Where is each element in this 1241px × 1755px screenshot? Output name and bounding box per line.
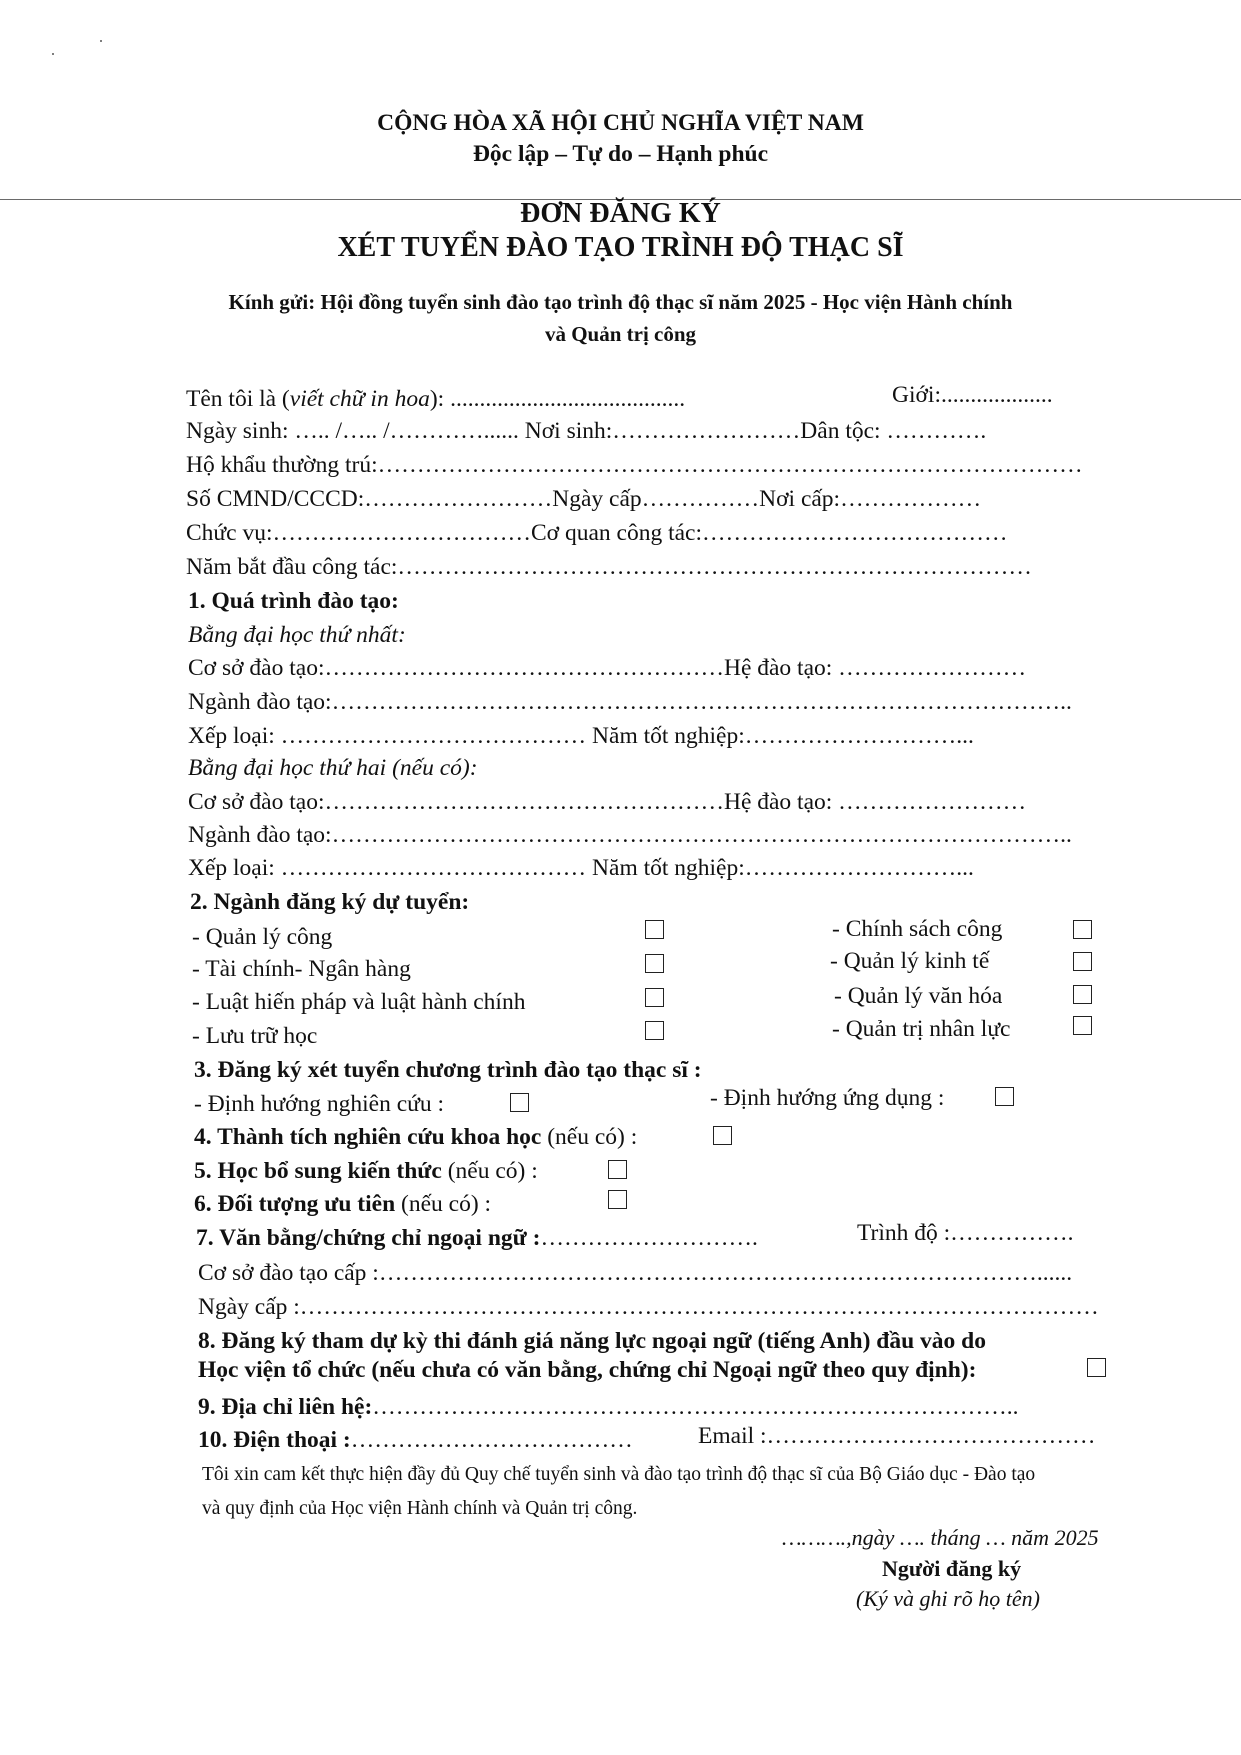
contact-address-dots: ………………………………………………………………………..	[372, 1394, 1019, 1420]
recipient-line-2: và Quản trị công	[544, 322, 697, 346]
form-subtitle: XÉT TUYỂN ĐÀO TẠO TRÌNH ĐỘ THẠC SĨ	[337, 232, 904, 263]
second-degree-title: Bằng đại học thứ hai (nếu có):	[188, 755, 478, 781]
second-degree-institution-field[interactable]: Cơ sở đào tạo:……………………………………………Hệ đào tạo: ……………………	[188, 789, 1027, 815]
language-level-field[interactable]: Trình độ :…………….	[857, 1220, 1074, 1246]
section-9-heading: 9. Địa chỉ liên hệ:	[198, 1394, 373, 1420]
major-option-label: - Luật hiến pháp và luật hành chính	[192, 989, 526, 1015]
full-name-label-prefix: Tên tôi là (	[186, 386, 290, 412]
major-checkbox[interactable]	[645, 1021, 664, 1040]
section-6-heading: 6. Đối tượng ưu tiên	[194, 1191, 396, 1217]
section-4-note: (nếu có) :	[541, 1124, 638, 1150]
section-5-heading: 5. Học bổ sung kiến thức	[194, 1158, 442, 1184]
section-3-heading: 3. Đăng ký xét tuyển chương trình đào tạo thạc sĩ :	[194, 1057, 702, 1083]
first-degree-title: Bằng đại học thứ nhất:	[188, 622, 406, 648]
full-name-label-italic: viết chữ in hoa	[289, 386, 430, 412]
research-orientation-checkbox[interactable]	[510, 1093, 529, 1112]
major-option-label: - Tài chính- Ngân hàng	[192, 956, 411, 982]
recipient-line-1: Kính gửi: Hội đồng tuyển sinh đào tạo trình độ thạc sĩ năm 2025 - Học viện Hành chính	[228, 290, 1013, 314]
section-2-heading: 2. Ngành đăng ký dự tuyển:	[190, 889, 470, 915]
major-option-label: - Quản lý văn hóa	[834, 983, 1003, 1009]
section-1-heading: 1. Quá trình đào tạo:	[188, 588, 399, 614]
full-name-field[interactable]	[186, 384, 685, 414]
research-achievement-checkbox[interactable]	[713, 1126, 732, 1145]
section-8-heading-line-1: 8. Đăng ký tham dự kỳ thi đánh giá năng lực ngoại ngữ (tiếng Anh) đầu vào do	[198, 1328, 986, 1354]
major-option-label: - Quản trị nhân lực	[832, 1016, 1011, 1042]
dob-field[interactable]: Ngày sinh: ….. /….. /…………...... Nơi sinh:……………………Dân tộc: ………….	[186, 418, 987, 444]
priority-group-checkbox[interactable]	[608, 1190, 627, 1209]
email-field[interactable]: Email :……………………………………	[698, 1423, 1096, 1449]
section-5-note: (nếu có) :	[441, 1158, 538, 1184]
major-option-label: - Chính sách công	[832, 916, 1003, 942]
section-6-note: (nếu có) :	[395, 1191, 492, 1217]
language-institution-field[interactable]: Cơ sở đào tạo cấp :…………………………………………………………………………......	[198, 1260, 1073, 1286]
motto: Độc lập – Tự do – Hạnh phúc	[472, 141, 769, 167]
language-date-field[interactable]: Ngày cấp :…………………………………………………………………………………………	[198, 1294, 1099, 1320]
nation-heading: CỘNG HÒA XÃ HỘI CHỦ NGHĨA VIỆT NAM	[377, 110, 864, 136]
major-checkbox[interactable]	[645, 988, 664, 1007]
section-8-heading-line-2: Học viện tổ chức (nếu chưa có văn bằng, chứng chỉ Ngoại ngữ theo quy định):	[198, 1357, 977, 1383]
contact-address-field[interactable]	[198, 1392, 1019, 1422]
section-4-label	[194, 1122, 637, 1152]
language-cert-dots: ……………………….	[540, 1225, 758, 1251]
phone-dots: ………………………………	[350, 1427, 633, 1453]
second-degree-rank-field[interactable]: Xếp loại: ………………………………… Năm tốt nghiệp:………………………...	[188, 855, 974, 881]
commitment-line-2: và quy định của Học viện Hành chính và Quản trị công.	[202, 1498, 638, 1519]
language-cert-field[interactable]	[196, 1223, 758, 1253]
major-checkbox[interactable]	[1073, 920, 1092, 939]
id-card-field[interactable]: Số CMND/CCCD:……………………Ngày cấp……………Nơi cấp:………………	[186, 486, 982, 512]
section-5-label	[194, 1156, 538, 1186]
major-checkbox[interactable]	[1073, 952, 1092, 971]
start-year-field[interactable]: Năm bắt đầu công tác:………………………………………………………………………	[186, 554, 1032, 580]
major-option-label: - Quản lý kinh tế	[830, 948, 990, 974]
major-checkbox[interactable]	[645, 954, 664, 973]
first-degree-major-field[interactable]: Ngành đào tạo:…………………………………………………………………………………..	[188, 689, 1072, 715]
research-orientation-label: - Định hướng nghiên cứu :	[194, 1091, 445, 1117]
first-degree-institution-field[interactable]: Cơ sở đào tạo:……………………………………………Hệ đào tạo: ……………………	[188, 655, 1027, 681]
form-title: ĐƠN ĐĂNG KÝ	[520, 198, 721, 229]
major-option-label: - Quản lý công	[192, 924, 333, 950]
signer-label: Người đăng ký	[882, 1556, 1022, 1581]
major-checkbox[interactable]	[645, 920, 664, 939]
commitment-line-1: Tôi xin cam kết thực hiện đầy đủ Quy chế tuyển sinh và đào tạo trình độ thạc sĩ của Bộ Giáo dục - Đào tạo	[202, 1464, 1036, 1485]
first-degree-rank-field[interactable]: Xếp loại: ………………………………… Năm tốt nghiệp:………………………...	[188, 723, 974, 749]
gender-field[interactable]: Giới:...................	[892, 382, 1053, 408]
supplementary-course-checkbox[interactable]	[608, 1160, 627, 1179]
major-checkbox[interactable]	[1073, 985, 1092, 1004]
major-checkbox[interactable]	[1073, 1016, 1092, 1035]
full-name-dots: ): ........................................	[429, 386, 686, 412]
signature-note: (Ký và ghi rõ họ tên)	[856, 1586, 1040, 1611]
section-10-heading: 10. Điện thoại :	[198, 1427, 351, 1453]
second-degree-major-field[interactable]: Ngành đào tạo:…………………………………………………………………………………..	[188, 822, 1072, 848]
scan-speck	[100, 40, 102, 42]
section-7-heading: 7. Văn bằng/chứng chỉ ngoại ngữ :	[196, 1225, 541, 1251]
major-option-label: - Lưu trữ học	[192, 1023, 318, 1049]
scan-speck	[52, 53, 54, 55]
applied-orientation-checkbox[interactable]	[995, 1087, 1014, 1106]
language-exam-checkbox[interactable]	[1087, 1358, 1106, 1377]
phone-field[interactable]	[198, 1425, 633, 1455]
signature-date: ……….,ngày …. tháng … năm 2025	[782, 1525, 1099, 1550]
applied-orientation-label: - Định hướng ứng dụng :	[710, 1085, 945, 1111]
section-6-label	[194, 1189, 491, 1219]
section-4-heading: 4. Thành tích nghiên cứu khoa học	[194, 1124, 542, 1150]
residence-field[interactable]: Hộ khẩu thường trú:………………………………………………………………………………	[186, 452, 1083, 478]
position-field[interactable]: Chức vụ:……………………………Cơ quan công tác:…………………………………	[186, 520, 1008, 546]
